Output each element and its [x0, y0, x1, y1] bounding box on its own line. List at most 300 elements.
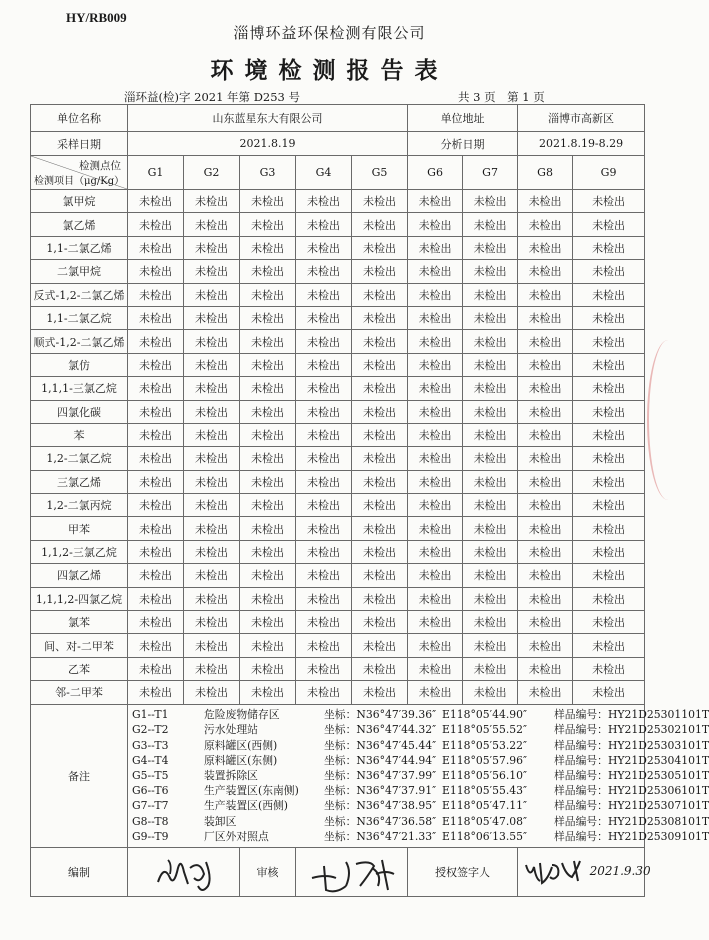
result-cell: 未检出 — [463, 213, 518, 236]
result-cell: 未检出 — [463, 330, 518, 353]
result-cell: 未检出 — [463, 517, 518, 540]
result-cell: 未检出 — [408, 377, 463, 400]
signature-row — [31, 847, 645, 896]
result-cell: 未检出 — [463, 587, 518, 610]
table-row — [31, 517, 645, 540]
result-cell: 未检出 — [573, 283, 645, 306]
result-cell: 未检出 — [128, 283, 184, 306]
result-cell: 未检出 — [296, 423, 352, 446]
result-cell: 未检出 — [518, 283, 573, 306]
result-cell: 未检出 — [518, 260, 573, 283]
result-cell: 未检出 — [128, 190, 184, 213]
item-name: 1,2-二氯丙烷 — [31, 494, 128, 517]
form-code: HY/RB009 — [66, 10, 127, 25]
result-cell: 未检出 — [408, 306, 463, 329]
table-row — [31, 634, 645, 657]
table-row — [31, 213, 645, 236]
result-cell: 未检出 — [518, 353, 573, 376]
result-cell: 未检出 — [573, 540, 645, 563]
result-cell: 未检出 — [240, 260, 296, 283]
item-name: 乙苯 — [31, 657, 128, 680]
result-cell: 未检出 — [296, 213, 352, 236]
result-cell: 未检出 — [184, 213, 240, 236]
note-coord: 坐标：N36°47′38.95″ — [324, 799, 437, 813]
result-cell: 未检出 — [184, 423, 240, 446]
result-cell: 未检出 — [463, 283, 518, 306]
result-cell: 未检出 — [463, 236, 518, 259]
note-sample: 样品编号：HY21D25307101T — [554, 799, 709, 813]
notes-label: 备注 — [31, 704, 128, 847]
item-name: 氯仿 — [31, 353, 128, 376]
result-cell: 未检出 — [573, 657, 645, 680]
item-name: 四氯化碳 — [31, 400, 128, 423]
note-sample: 样品编号：HY21D25308101T — [554, 814, 709, 828]
result-cell: 未检出 — [573, 236, 645, 259]
note-east: E118°05′56.10″ — [442, 768, 528, 782]
result-cell: 未检出 — [463, 564, 518, 587]
result-cell: 未检出 — [296, 447, 352, 470]
table-row — [31, 657, 645, 680]
item-name: 甲苯 — [31, 517, 128, 540]
column-header-g5: G5 — [352, 156, 408, 190]
result-cell: 未检出 — [463, 681, 518, 704]
result-cell: 未检出 — [463, 634, 518, 657]
result-cell: 未检出 — [463, 423, 518, 446]
item-name: 1,1,1-三氯乙烷 — [31, 377, 128, 400]
authorized-signature — [518, 847, 651, 896]
result-cell: 未检出 — [518, 657, 573, 680]
result-cell: 未检出 — [184, 447, 240, 470]
result-cell: 未检出 — [240, 423, 296, 446]
result-cell: 未检出 — [240, 400, 296, 423]
item-name: 邻-二甲苯 — [31, 681, 128, 704]
item-name: 1,1-二氯乙烷 — [31, 306, 128, 329]
note-sample: 样品编号：HY21D25301101T — [554, 708, 709, 722]
result-cell: 未检出 — [184, 517, 240, 540]
note-line — [132, 707, 709, 722]
result-cell: 未检出 — [184, 494, 240, 517]
result-cell: 未检出 — [408, 517, 463, 540]
compiler-signature-drawing — [128, 848, 240, 896]
note-id: G7--T7 — [132, 799, 169, 813]
result-cell: 未检出 — [240, 587, 296, 610]
note-name: 装置拆除区 — [204, 768, 258, 782]
result-cell: 未检出 — [518, 213, 573, 236]
result-cell: 未检出 — [184, 236, 240, 259]
result-cell: 未检出 — [573, 330, 645, 353]
result-cell: 未检出 — [128, 517, 184, 540]
note-coord: 坐标：N36°47′37.99″ — [324, 768, 437, 782]
result-cell: 未检出 — [408, 657, 463, 680]
result-cell: 未检出 — [296, 681, 352, 704]
result-cell: 未检出 — [518, 447, 573, 470]
result-cell: 未检出 — [128, 423, 184, 446]
result-cell: 未检出 — [408, 587, 463, 610]
result-cell: 未检出 — [128, 470, 184, 493]
result-cell: 未检出 — [296, 657, 352, 680]
table-row — [31, 236, 645, 259]
result-cell: 未检出 — [352, 611, 408, 634]
result-cell: 未检出 — [408, 330, 463, 353]
note-coord: 坐标：N36°47′39.36″ — [324, 708, 437, 722]
result-cell: 未检出 — [296, 634, 352, 657]
result-cell: 未检出 — [240, 447, 296, 470]
note-name: 危险废物储存区 — [204, 708, 280, 722]
note-east: E118°05′55.52″ — [442, 723, 528, 737]
result-cell: 未检出 — [184, 564, 240, 587]
note-line — [132, 783, 709, 798]
note-east: E118°06′13.55″ — [442, 829, 528, 843]
sample-date-value: 2021.8.19 — [128, 132, 408, 156]
result-cell: 未检出 — [184, 377, 240, 400]
result-cell: 未检出 — [408, 681, 463, 704]
result-cell: 未检出 — [408, 564, 463, 587]
result-cell: 未检出 — [128, 494, 184, 517]
result-cell: 未检出 — [573, 634, 645, 657]
result-cell: 未检出 — [128, 657, 184, 680]
note-line — [132, 829, 709, 844]
result-cell: 未检出 — [573, 517, 645, 540]
note-east: E118°05′47.08″ — [442, 814, 528, 828]
result-cell: 未检出 — [296, 517, 352, 540]
result-cell: 未检出 — [518, 470, 573, 493]
result-cell: 未检出 — [296, 470, 352, 493]
result-cell: 未检出 — [463, 447, 518, 470]
result-cell: 未检出 — [128, 236, 184, 259]
result-cell: 未检出 — [573, 587, 645, 610]
table-row — [31, 681, 645, 704]
result-cell: 未检出 — [184, 283, 240, 306]
result-cell: 未检出 — [128, 564, 184, 587]
note-coord: 坐标：N36°47′44.94″ — [324, 753, 437, 767]
company-name: 淄博环益环保检测有限公司 — [233, 24, 426, 42]
page-count: 共 3 页 第 1 页 — [458, 90, 545, 104]
result-cell: 未检出 — [296, 260, 352, 283]
date-row — [31, 132, 645, 156]
unit-row — [31, 105, 645, 132]
result-cell: 未检出 — [128, 587, 184, 610]
note-id: G9--T9 — [132, 829, 169, 843]
result-cell: 未检出 — [408, 540, 463, 563]
red-stamp-edge — [647, 340, 689, 500]
result-cell: 未检出 — [518, 423, 573, 446]
result-cell: 未检出 — [240, 540, 296, 563]
results-body — [31, 190, 645, 705]
result-cell: 未检出 — [240, 306, 296, 329]
table-row — [31, 190, 645, 213]
note-name: 污水处理站 — [204, 723, 258, 737]
result-cell: 未检出 — [240, 494, 296, 517]
result-cell: 未检出 — [296, 587, 352, 610]
item-name: 氯甲烷 — [31, 190, 128, 213]
result-cell: 未检出 — [573, 681, 645, 704]
result-cell: 未检出 — [352, 190, 408, 213]
result-cell: 未检出 — [518, 400, 573, 423]
result-cell: 未检出 — [240, 657, 296, 680]
result-cell: 未检出 — [518, 517, 573, 540]
table-row — [31, 540, 645, 563]
sample-date-label: 采样日期 — [31, 132, 128, 156]
result-cell: 未检出 — [463, 190, 518, 213]
result-cell: 未检出 — [463, 400, 518, 423]
note-name: 厂区外对照点 — [204, 829, 269, 843]
result-cell: 未检出 — [296, 400, 352, 423]
result-cell: 未检出 — [573, 423, 645, 446]
result-cell: 未检出 — [573, 400, 645, 423]
column-header-g7: G7 — [463, 156, 518, 190]
item-name: 二氯甲烷 — [31, 260, 128, 283]
result-cell: 未检出 — [352, 587, 408, 610]
note-id: G2--T2 — [132, 723, 169, 737]
item-name: 1,2-二氯乙烷 — [31, 447, 128, 470]
result-cell: 未检出 — [573, 353, 645, 376]
item-name: 1,1,2-三氯乙烷 — [31, 540, 128, 563]
result-cell: 未检出 — [128, 611, 184, 634]
diag-bottom-label: 检测项目（μg/Kg） — [34, 176, 125, 187]
column-header-g3: G3 — [240, 156, 296, 190]
result-cell: 未检出 — [463, 260, 518, 283]
note-sample: 样品编号：HY21D25309101T — [554, 829, 709, 843]
result-cell: 未检出 — [184, 190, 240, 213]
result-cell: 未检出 — [128, 447, 184, 470]
result-cell: 未检出 — [408, 470, 463, 493]
diag-top-label: 检测点位 — [79, 160, 121, 172]
analysis-date-label: 分析日期 — [408, 132, 518, 156]
result-cell: 未检出 — [296, 540, 352, 563]
result-cell: 未检出 — [296, 564, 352, 587]
note-id: G3--T3 — [132, 738, 169, 752]
note-line — [132, 738, 709, 753]
result-cell: 未检出 — [184, 681, 240, 704]
item-name: 1,1,1,2-四氯乙烷 — [31, 587, 128, 610]
table-row — [31, 587, 645, 610]
result-cell: 未检出 — [408, 423, 463, 446]
result-cell: 未检出 — [240, 634, 296, 657]
result-cell: 未检出 — [518, 306, 573, 329]
result-cell: 未检出 — [184, 306, 240, 329]
result-cell: 未检出 — [408, 400, 463, 423]
result-cell: 未检出 — [352, 470, 408, 493]
result-cell: 未检出 — [518, 564, 573, 587]
report-table — [30, 104, 709, 897]
result-cell: 未检出 — [463, 306, 518, 329]
result-cell: 未检出 — [408, 190, 463, 213]
note-east: E118°05′44.90″ — [442, 708, 528, 722]
note-name: 原料罐区(东侧) — [204, 753, 278, 767]
table-row — [31, 260, 645, 283]
table-row — [31, 330, 645, 353]
note-id: G6--T6 — [132, 784, 169, 798]
note-name: 生产装置区(西侧) — [204, 799, 289, 813]
table-row — [31, 611, 645, 634]
result-cell: 未检出 — [128, 260, 184, 283]
note-east: E118°05′53.22″ — [442, 738, 528, 752]
table-row — [31, 377, 645, 400]
result-cell: 未检出 — [240, 611, 296, 634]
note-sample: 样品编号：HY21D25306101T — [554, 784, 709, 798]
note-name: 原料罐区(西侧) — [204, 738, 278, 752]
unit-name-value: 山东蓝星东大有限公司 — [128, 105, 408, 132]
result-cell: 未检出 — [184, 470, 240, 493]
column-header-g6: G6 — [408, 156, 463, 190]
result-cell: 未检出 — [352, 681, 408, 704]
result-cell: 未检出 — [352, 236, 408, 259]
column-header-row — [31, 156, 645, 190]
result-cell: 未检出 — [184, 657, 240, 680]
note-id: G5--T5 — [132, 768, 169, 782]
result-cell: 未检出 — [352, 447, 408, 470]
result-cell: 未检出 — [352, 213, 408, 236]
result-cell: 未检出 — [128, 681, 184, 704]
report-title: 环境检测报告表 — [210, 58, 449, 84]
note-line — [132, 753, 709, 768]
result-cell: 未检出 — [518, 681, 573, 704]
authorized-label: 授权签字人 — [408, 847, 518, 896]
unit-address-label: 单位地址 — [408, 105, 518, 132]
result-cell: 未检出 — [463, 470, 518, 493]
result-cell: 未检出 — [573, 447, 645, 470]
result-cell: 未检出 — [184, 611, 240, 634]
result-cell: 未检出 — [518, 377, 573, 400]
result-cell: 未检出 — [184, 587, 240, 610]
notes-row — [31, 704, 645, 847]
column-header-g1: G1 — [128, 156, 184, 190]
table-row — [31, 400, 645, 423]
result-cell: 未检出 — [240, 213, 296, 236]
note-coord: 坐标：N36°47′37.91″ — [324, 784, 437, 798]
result-cell: 未检出 — [408, 494, 463, 517]
note-id: G4--T4 — [132, 753, 169, 767]
column-header-g8: G8 — [518, 156, 573, 190]
diagonal-header-cell — [31, 156, 128, 190]
result-cell: 未检出 — [240, 283, 296, 306]
document-number: 淄环益(检)字 2021 年第 D253 号 — [124, 90, 301, 104]
result-cell: 未检出 — [128, 634, 184, 657]
note-coord: 坐标：N36°47′44.32″ — [324, 723, 437, 737]
result-cell: 未检出 — [518, 330, 573, 353]
result-cell: 未检出 — [296, 611, 352, 634]
result-cell: 未检出 — [128, 330, 184, 353]
result-cell: 未检出 — [128, 306, 184, 329]
note-coord: 坐标：N36°47′21.33″ — [324, 829, 437, 843]
notes-list — [128, 704, 709, 847]
compile-signature — [128, 847, 240, 896]
result-cell: 未检出 — [184, 330, 240, 353]
item-name: 间、对-二甲苯 — [31, 634, 128, 657]
result-cell: 未检出 — [240, 330, 296, 353]
result-cell: 未检出 — [408, 260, 463, 283]
result-cell: 未检出 — [408, 213, 463, 236]
result-cell: 未检出 — [463, 657, 518, 680]
result-cell: 未检出 — [463, 353, 518, 376]
result-cell: 未检出 — [128, 400, 184, 423]
result-cell: 未检出 — [573, 470, 645, 493]
note-coord: 坐标：N36°47′36.58″ — [324, 814, 437, 828]
item-name: 反式-1,2-二氯乙烯 — [31, 283, 128, 306]
table-row — [31, 283, 645, 306]
result-cell: 未检出 — [128, 540, 184, 563]
result-cell: 未检出 — [184, 540, 240, 563]
note-coord: 坐标：N36°47′45.44″ — [324, 738, 437, 752]
result-cell: 未检出 — [573, 190, 645, 213]
column-header-g9: G9 — [573, 156, 645, 190]
column-header-g2: G2 — [184, 156, 240, 190]
column-header-g4: G4 — [296, 156, 352, 190]
result-cell: 未检出 — [352, 540, 408, 563]
result-cell: 未检出 — [352, 377, 408, 400]
result-cell: 未检出 — [463, 540, 518, 563]
result-cell: 未检出 — [352, 283, 408, 306]
result-cell: 未检出 — [352, 330, 408, 353]
table-row — [31, 353, 645, 376]
unit-name-label: 单位名称 — [31, 105, 128, 132]
reviewer-signature-drawing — [296, 848, 408, 896]
note-line — [132, 768, 709, 783]
result-cell: 未检出 — [240, 517, 296, 540]
result-cell: 未检出 — [240, 377, 296, 400]
unit-address-value: 淄博市高新区 — [518, 105, 645, 132]
result-cell: 未检出 — [296, 353, 352, 376]
result-cell: 未检出 — [352, 634, 408, 657]
table-row — [31, 423, 645, 446]
result-cell: 未检出 — [352, 306, 408, 329]
item-name: 1,1-二氯乙烯 — [31, 236, 128, 259]
note-sample: 样品编号：HY21D25303101T — [554, 738, 709, 752]
table-row — [31, 470, 645, 493]
result-cell: 未检出 — [240, 564, 296, 587]
table-row — [31, 306, 645, 329]
result-cell: 未检出 — [463, 377, 518, 400]
authorized-signature-drawing — [522, 857, 586, 887]
compile-label: 编制 — [31, 847, 128, 896]
result-cell: 未检出 — [296, 494, 352, 517]
result-cell: 未检出 — [128, 377, 184, 400]
result-cell: 未检出 — [408, 236, 463, 259]
result-cell: 未检出 — [518, 611, 573, 634]
result-cell: 未检出 — [408, 353, 463, 376]
note-id: G1--T1 — [132, 708, 169, 722]
note-line — [132, 814, 709, 829]
result-cell: 未检出 — [296, 236, 352, 259]
result-cell: 未检出 — [240, 681, 296, 704]
analysis-date-value: 2021.8.19-8.29 — [518, 132, 645, 156]
result-cell: 未检出 — [463, 611, 518, 634]
result-cell: 未检出 — [352, 400, 408, 423]
result-cell: 未检出 — [518, 236, 573, 259]
note-sample: 样品编号：HY21D25305101T — [554, 768, 709, 782]
result-cell: 未检出 — [408, 447, 463, 470]
item-name: 四氯乙烯 — [31, 564, 128, 587]
note-east: E118°05′55.43″ — [442, 784, 528, 798]
note-sample: 样品编号：HY21D25302101T — [554, 723, 709, 737]
result-cell: 未检出 — [352, 517, 408, 540]
result-cell: 未检出 — [518, 494, 573, 517]
note-east: E118°05′57.96″ — [442, 753, 528, 767]
note-sample: 样品编号：HY21D25304101T — [554, 753, 709, 767]
note-line — [132, 722, 709, 737]
result-cell: 未检出 — [408, 634, 463, 657]
note-id: G8--T8 — [132, 814, 169, 828]
result-cell: 未检出 — [240, 353, 296, 376]
result-cell: 未检出 — [352, 423, 408, 446]
result-cell: 未检出 — [408, 283, 463, 306]
result-cell: 未检出 — [408, 611, 463, 634]
table-row — [31, 564, 645, 587]
note-line — [132, 798, 709, 813]
item-name: 氯苯 — [31, 611, 128, 634]
table-row — [31, 447, 645, 470]
result-cell: 未检出 — [573, 564, 645, 587]
